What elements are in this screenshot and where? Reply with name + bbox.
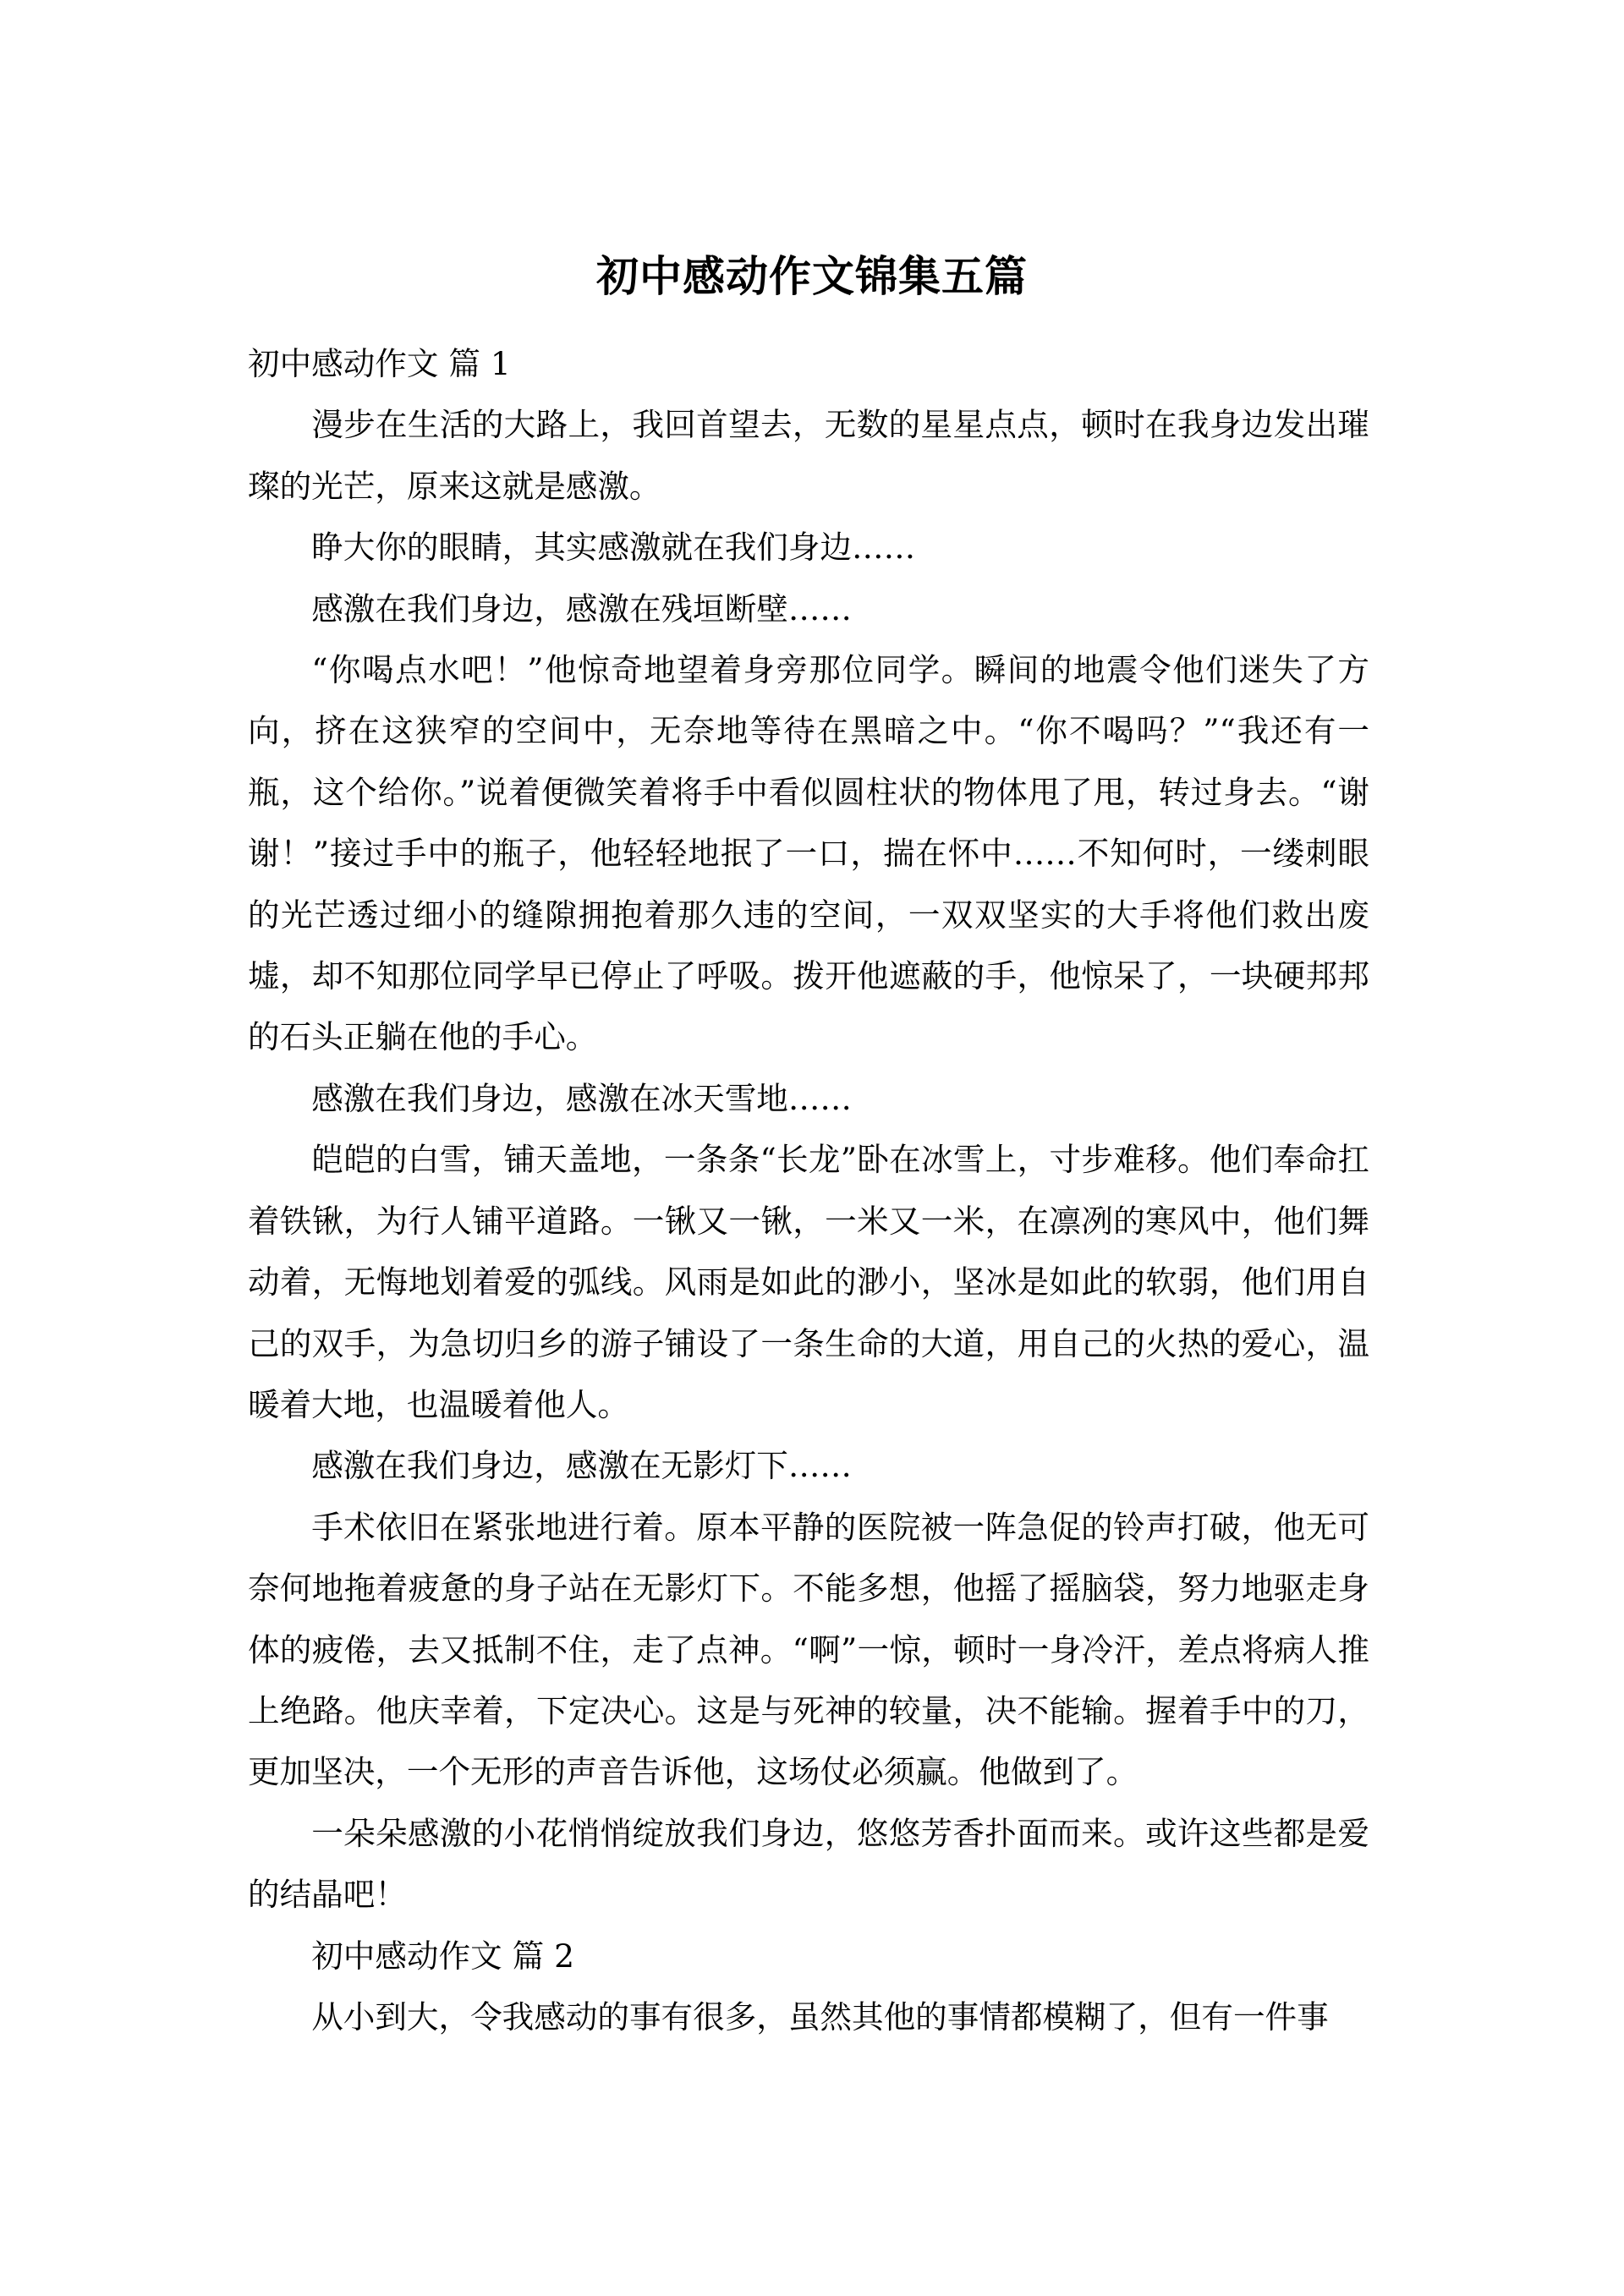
document-title: 初中感动作文锦集五篇	[596, 252, 1028, 301]
paragraph: 一朵朵感激的小花悄悄绽放我们身边，悠悠芳香扑面而来。或许这些都是爱的结晶吧！	[248, 1814, 1369, 1914]
paragraph: 皑皑的白雪，铺天盖地，一条条“长龙”卧在冰雪上，寸步难移。他们奉命扛着铁锹，为行人铺平道路。一锹又一锹，一米又一米，在凛冽的寒风中，他们舞动着，无悔地划着爱的弧线。风雨是如此的渺小，坚冰是如此的软弱，他们用自己的双手，为急切归乡的游子铺设了一条生命的大道，用自己的火热的爱心，温暖着大地，也温暖着他人。	[248, 1141, 1369, 1423]
document-body	[248, 333, 1369, 2047]
paragraph: 漫步在生活的大路上，我回首望去，无数的星星点点，顿时在我身边发出璀璨的光芒，原来这就是感激。	[248, 406, 1369, 505]
section-heading: 初中感动作文 篇 1	[248, 345, 511, 382]
paragraph: 感激在我们身边，感激在无影灯下……	[311, 1447, 853, 1485]
paragraph: 感激在我们身边，感激在冰天雪地……	[311, 1079, 853, 1117]
paragraph: 感激在我们身边，感激在残垣断壁……	[311, 589, 853, 627]
paragraph: 手术依旧在紧张地进行着。原本平静的医院被一阵急促的铃声打破，他无可奈何地拖着疲惫的身子站在无影灯下。不能多想，他摇了摇脑袋，努力地驱走身体的疲倦，去又抵制不住，走了点神。“啊”一惊，顿时一身冷汗，差点将病人推上绝路。他庆幸着，下定决心。这是与死神的较量，决不能输。握着手中的刀，更加坚决，一个无形的声音告诉他，这场仗必须赢。他做到了。	[248, 1508, 1369, 1791]
paragraph: 睁大你的眼睛，其实感激就在我们身边……	[311, 529, 916, 567]
section-heading: 初中感动作文 篇 2	[311, 1937, 575, 1975]
paragraph: “你喝点水吧！”他惊奇地望着身旁那位同学。瞬间的地震令他们迷失了方向，挤在这狭窄的空间中，无奈地等待在黑暗之中。“你不喝吗？”“我还有一瓶，这个给你。”说着便微笑着将手中看似圆柱状的物体甩了甩，转过身去。“谢谢！”接过手中的瓶子，他轻轻地抿了一口，揣在怀中……不知何时，一缕刺眼的光芒透过细小的缝隙拥抱着那久违的空间，一双双坚实的大手将他们救出废墟，却不知那位同学早已停止了呼吸。拨开他遮蔽的手，他惊呆了，一块硬邦邦的石头正躺在他的手心。	[248, 651, 1369, 1056]
paragraph: 从小到大，令我感动的事有很多，虽然其他的事情都模糊了，但有一件事	[311, 1997, 1329, 2036]
